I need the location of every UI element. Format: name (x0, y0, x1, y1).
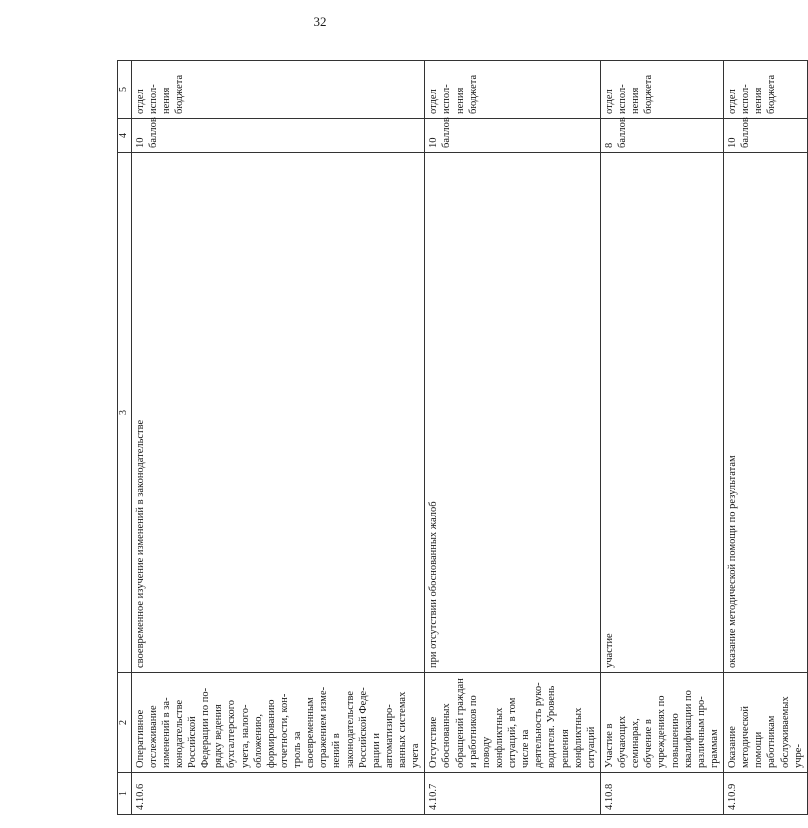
points: 10 баллов (131, 119, 425, 153)
criterion: при отсутствии обоснованных жалоб (425, 153, 601, 673)
header-col-4: 4 (118, 119, 132, 153)
criterion: участие (600, 153, 723, 673)
header-col-2: 2 (118, 673, 132, 773)
points: 10 баллов (724, 119, 808, 153)
responsible: отдел исполнения бюджета (425, 61, 601, 119)
table-row (724, 61, 808, 815)
indicator-name: Оказание методической помощи работникам обслуживаемых учре- (724, 673, 808, 773)
points: 8 баллов (600, 119, 723, 153)
header-col-1: 1 (118, 773, 132, 815)
header-col-3: 3 (118, 153, 132, 673)
responsible: отдел исполнения бюджета (131, 61, 425, 119)
page-number: 32 (313, 14, 327, 29)
responsible: отдел исполнения бюджета (724, 61, 808, 119)
row-number: 4.10.8 (600, 773, 723, 815)
criterion: своевременное изучение изменений в законодательстве (131, 153, 425, 673)
table-row (425, 61, 601, 815)
header-col-5: 5 (118, 61, 132, 119)
points: 10 баллов (425, 119, 601, 153)
responsible: отдел исполнения бюджета (600, 61, 723, 119)
criteria-table (117, 60, 808, 815)
row-number: 4.10.6 (131, 773, 425, 815)
table-row (600, 61, 723, 815)
indicator-name: Отсутствие обоснованных обращений граждан и работников по поводу конфликтных ситуаций, в том числе на деятельность руководителя. Уровень решения конфликтных ситуаций (425, 673, 601, 773)
criterion: оказание методической помощи по результатам (724, 153, 808, 673)
row-number: 4.10.7 (425, 773, 601, 815)
indicator-name: Оперативное отслеживание изменений в законодательстве Российской Федерации по порядку ведения бухгалтерского учета, налогообложению, формированию отчетности, контроль за своевременным отражением изменений в законодательстве Российской Федерации и автоматизированных системах учета (131, 673, 425, 773)
rotated-table-region (117, 60, 804, 815)
table-row (131, 61, 425, 815)
indicator-name: Участие в обучающих семинарах, обучение в учреждениях по повышению квалификации по различным программам (600, 673, 723, 773)
row-number: 4.10.9 (724, 773, 808, 815)
